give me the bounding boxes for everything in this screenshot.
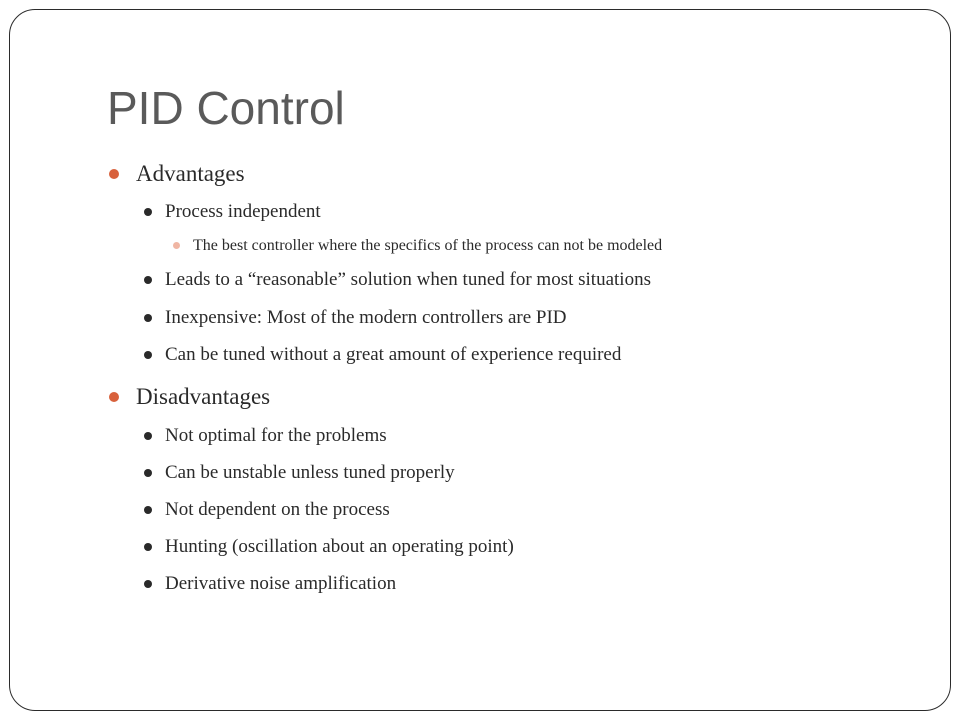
list-item (165, 535, 514, 559)
list-item (165, 306, 567, 330)
bullet-icon (144, 506, 152, 514)
heading-text: Disadvantages (136, 384, 271, 409)
bullet-icon (144, 351, 152, 359)
bullet-icon (144, 432, 152, 440)
bullet-icon (144, 314, 152, 322)
bullet-icon (109, 169, 119, 179)
heading-text: Advantages (136, 161, 245, 186)
list-item-text: Not dependent on the process (165, 499, 390, 520)
list-item (165, 461, 455, 485)
list-item-text: Can be tuned without a great amount of experience required (165, 344, 622, 365)
sub-list-item (193, 236, 662, 256)
list-item-text: Process independent (165, 201, 321, 222)
list-item-text: Can be unstable unless tuned properly (165, 462, 455, 483)
list-item-text: Inexpensive: Most of the modern controllers are PID (165, 307, 567, 328)
slide-title: PID Control (107, 82, 345, 134)
list-item-text: Hunting (oscillation about an operating point) (165, 536, 514, 557)
list-item (165, 498, 390, 522)
bullet-icon (144, 208, 152, 216)
list-item-text: Not optimal for the problems (165, 425, 387, 446)
list-item (165, 268, 651, 292)
list-item (165, 424, 387, 448)
bullet-icon (144, 469, 152, 477)
bullet-icon (109, 392, 119, 402)
sub-list-item-text: The best controller where the specifics of the process can not be modeled (193, 237, 663, 254)
bullet-icon (144, 580, 152, 588)
bullet-icon (173, 242, 180, 249)
list-item-text: Derivative noise amplification (165, 573, 397, 594)
bullet-icon (144, 276, 152, 284)
section-heading-disadvantages (136, 383, 270, 411)
list-item (165, 343, 621, 367)
list-item (165, 572, 396, 596)
bullet-icon (144, 543, 152, 551)
list-item (165, 200, 321, 224)
section-heading-advantages (136, 160, 245, 188)
list-item-text: Leads to a “reasonable” solution when tuned for most situations (165, 269, 651, 290)
